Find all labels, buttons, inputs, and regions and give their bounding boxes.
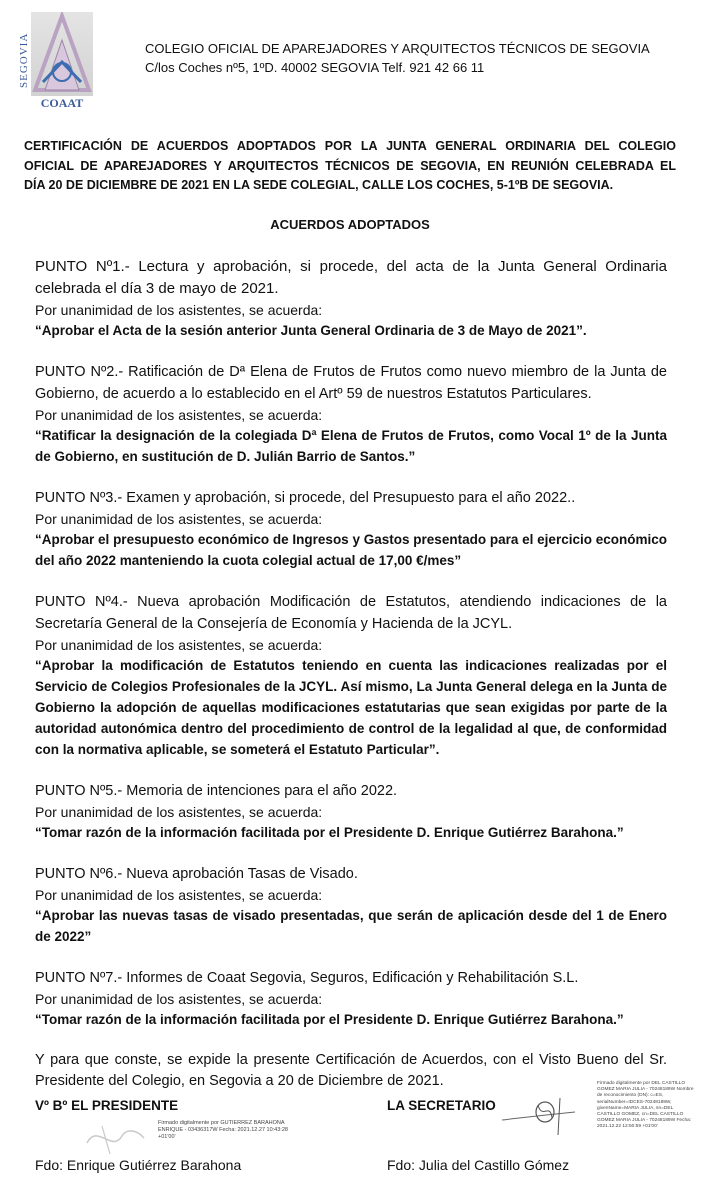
vote-text: Por unanimidad de los asistentes, se acuerda: bbox=[35, 804, 323, 820]
closing-paragraph: Y para que conste, se expide la presente Certificación de Acuerdos, con el Visto Bueno del Sr. Presidente del Colegio, en Segovia a 20 de Diciembre de 2021. bbox=[35, 1052, 667, 1089]
vote-text: Por unanimidad de los asistentes, se acuerda: bbox=[35, 407, 323, 423]
agreement-heading: PUNTO Nº6.- Nueva aprobación Tasas de Visado. bbox=[35, 866, 358, 882]
agreement-heading: PUNTO Nº1.- Lectura y aprobación, si procede, del acta de la Junta General Ordinaria celebrada el día 3 de mayo de 2021. bbox=[35, 258, 667, 297]
letterhead bbox=[145, 39, 650, 77]
title-line: DÍA 20 DE DICIEMBRE DE 2021 EN LA SEDE COLEGIAL, CALLE LOS COCHES, 5-1ºB DE SEGOVIA. bbox=[24, 178, 614, 192]
logo-emblem bbox=[31, 12, 93, 96]
vote-text: Por unanimidad de los asistentes, se acuerda: bbox=[35, 511, 323, 527]
agreement-heading: PUNTO Nº3.- Examen y aprobación, si procede, del Presupuesto para el año 2022.. bbox=[35, 490, 576, 506]
secretary-signature-mark bbox=[500, 1090, 580, 1140]
section-heading: ACUERDOS ADOPTADOS bbox=[270, 217, 430, 232]
title-line: OFICIAL DE APAREJADORES Y ARQUITECTOS TÉCNICOS DE SEGOVIA, EN REUNIÓN CELEBRADA EL bbox=[24, 158, 676, 173]
title-line: CERTIFICACIÓN DE ACUERDOS ADOPTADOS POR LA JUNTA GENERAL ORDINARIA DEL COLEGIO bbox=[24, 139, 676, 153]
vote-text: Por unanimidad de los asistentes, se acuerda: bbox=[35, 302, 323, 318]
vote-text: Por unanimidad de los asistentes, se acuerda: bbox=[35, 991, 323, 1007]
president-name: Fdo: Enrique Gutiérrez Barahona bbox=[35, 1157, 242, 1173]
agreement-heading: PUNTO Nº4.- Nueva aprobación Modificación de Estatutos, atendiendo indicaciones de la Secretaría General de la Consejería de Economía y Hacienda de la JCYL. bbox=[35, 594, 667, 632]
letterhead-address: C/los Coches nº5, 1ºD. 40002 SEGOVIA Telf. 921 42 66 11 bbox=[145, 60, 485, 75]
logo-side-text: SEGOVIA bbox=[18, 32, 30, 88]
vote-text: Por unanimidad de los asistentes, se acuerda: bbox=[35, 887, 323, 903]
secretary-name: Fdo: Julia del Castillo Gómez bbox=[387, 1157, 570, 1173]
president-signature-mark bbox=[82, 1118, 152, 1158]
logo-text: COAAT bbox=[40, 96, 84, 110]
vote-text: Por unanimidad de los asistentes, se acuerda: bbox=[35, 637, 323, 653]
agreement-heading: PUNTO Nº7.- Informes de Coaat Segovia, Seguros, Edificación y Rehabilitación S.L. bbox=[35, 970, 579, 986]
resolution-text: “Tomar razón de la información facilitada por el Presidente D. Enrique Gutiérrez Barahona.” bbox=[35, 825, 624, 840]
secretary-digital-signature: Firmado digitalmente por DEL CASTILLO GOMEZ MARIA JULIA - 70248189W Nombre de reconocimiento (DN): c=ES, serialNumber=IDCES-70248189W, givenName=MARIA JULIA, sn=DEL CASTILLO GOMEZ, cn=DEL CASTILLO GOMEZ MARIA JULIA - 70248189W Fecha: 2021.12.22 12:50:59 +01'00' bbox=[597, 1081, 694, 1130]
document-title bbox=[24, 137, 676, 196]
agreements-list bbox=[35, 256, 667, 1092]
secretary-label: LA SECRETARIO bbox=[387, 1098, 496, 1113]
agreement-item bbox=[35, 863, 667, 947]
resolution-text: “Aprobar las nuevas tasas de visado presentadas, que serán de aplicación desde del 1 de Enero de 2022” bbox=[35, 908, 667, 944]
agreement-item bbox=[35, 780, 667, 843]
resolution-text: “Aprobar el presupuesto económico de Ingresos y Gastos presentado para el ejercicio económico del año 2022 manteniendo la cuota colegial actual de 17,00 €/mes” bbox=[35, 532, 667, 568]
agreement-item bbox=[35, 361, 667, 467]
agreement-item bbox=[35, 591, 667, 760]
resolution-text: “Tomar razón de la información facilitada por el Presidente D. Enrique Gutiérrez Barahona.” bbox=[35, 1012, 624, 1027]
agreement-item bbox=[35, 967, 667, 1030]
coaat-logo bbox=[18, 12, 102, 112]
agreement-item bbox=[35, 487, 667, 571]
resolution-text: “Ratificar la designación de la colegiada Dª Elena de Frutos de Frutos, como Vocal 1º de la Junta de Gobierno, en sustitución de D. Julián Barrio de Santos.” bbox=[35, 428, 667, 464]
letterhead-name: COLEGIO OFICIAL DE APAREJADORES Y ARQUITECTOS TÉCNICOS DE SEGOVIA bbox=[145, 41, 650, 56]
resolution-text: “Aprobar la modificación de Estatutos teniendo en cuenta las indicaciones realizadas por el Servicio de Colegios Profesionales de la JCYL. Así mismo, La Junta General delega en la Junta de Gobierno la adopción de aquellas modificaciones estatutarias que sean exigidas por parte de la autoridad autonómica dentro del procedimiento de control de la legalidad al que, de conformidad con la normativa aplicable, se someterá el Estatuto Particular”. bbox=[35, 658, 667, 757]
agreement-item bbox=[35, 256, 667, 341]
agreement-heading: PUNTO Nº5.- Memoria de intenciones para el año 2022. bbox=[35, 783, 398, 799]
resolution-text: “Aprobar el Acta de la sesión anterior Junta General Ordinaria de 3 de Mayo de 2021”. bbox=[35, 323, 587, 338]
president-digital-signature: Firmado digitalmente por GUTIERREZ BARAHONA ENRIQUE - 03436317W Fecha: 2021.12.27 10:43:28 +01'00' bbox=[158, 1120, 288, 1140]
agreement-heading: PUNTO Nº2.- Ratificación de Dª Elena de Frutos de Frutos como nuevo miembro de la Junta de Gobierno, de acuerdo a lo establecido en el Artº 59 de nuestros Estatutos Particulares. bbox=[35, 364, 667, 402]
president-label: Vº Bº EL PRESIDENTE bbox=[35, 1098, 179, 1113]
